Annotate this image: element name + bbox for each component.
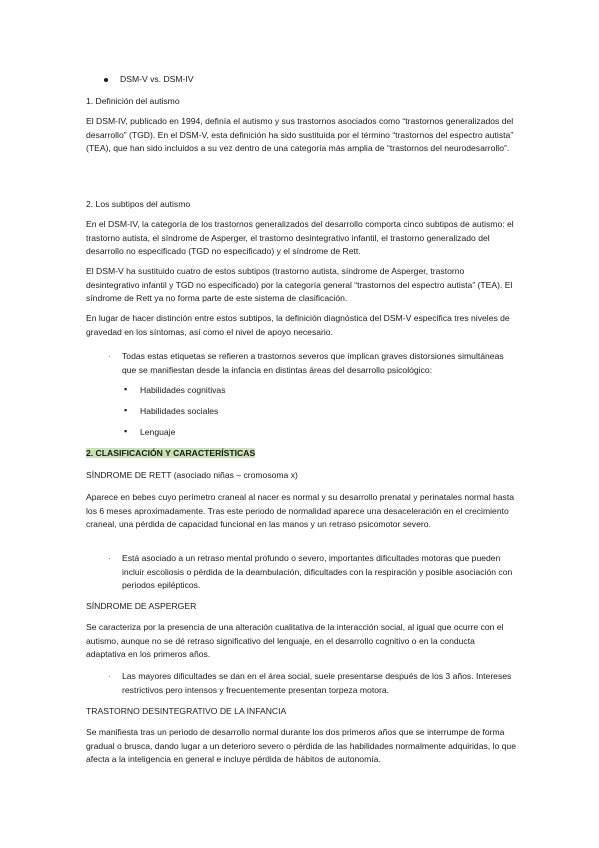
- subitem-cognitive: [124, 384, 226, 398]
- subbullet-mark-icon: ▪: [124, 405, 128, 415]
- rett-title: SÍNDROME DE RETT: [86, 470, 172, 480]
- bullet-mark-icon: ·: [108, 672, 111, 681]
- asperger-paragraph: Se caracteriza por la presencia de una alteración cualitativa de la interacción social, al igual que ocurre con el autismo, aunque no se dé retraso significativo del lenguaje, en el desarrollo cognitivo o en la conducta adaptativa en los primeros años.: [86, 622, 504, 659]
- top-bullet-item: [104, 73, 194, 87]
- top-bullet-text: DSM-V vs. DSM-IV: [120, 74, 194, 84]
- bullet-mark-icon: ·: [108, 352, 111, 361]
- subitem-language: [124, 426, 176, 440]
- rett-paragraph: Aparece en bebes cuyo perímetro craneal al nacer es normal y su desarrollo prenatal y perinatales normal hasta los 6 meses aproximadamente. Tras este periodo de normalidad aparece una desaceleración en el crecimiento craneal, una pérdida de capacidad funcional en las manos y un retraso psicomotor severo.: [86, 492, 515, 529]
- section-2-bullet: [108, 350, 516, 377]
- subitem-text: Habilidades cognitivas: [140, 385, 226, 395]
- section-3-heading-wrap: [86, 447, 255, 461]
- bullet-mark-icon: ·: [108, 554, 111, 563]
- tdi-title: TRASTORNO DESINTEGRATIVO DE LA INFANCIA: [86, 706, 287, 716]
- asperger-bullet: [108, 670, 516, 697]
- rett-note: (asociado niñas – cromosoma x): [171, 470, 298, 480]
- section-2-paragraph-1: En el DSM-IV, la categoría de los trastornos generalizados del desarrollo comporta cinco subtipos de autismo: el trastorno autista, el síndrome de Asperger, el trastorno desintegrativo infantil, el trastorno generalizado del desarrollo no especificado (TGD no especificado) y el síndrome de Rett.: [86, 219, 514, 256]
- subitem-text: Habilidades sociales: [140, 406, 219, 416]
- asperger-bullet-text: Las mayores dificultades se dan en el área social, suele presentarse después de los 3 años. Intereses restrictivos pero intensos y frecuentemente presentan torpeza motora.: [122, 671, 512, 695]
- rett-title-line: [86, 469, 516, 483]
- subitem-social: [124, 405, 219, 419]
- subbullet-mark-icon: ▪: [124, 426, 128, 436]
- subitem-text: Lenguaje: [140, 427, 176, 437]
- section-3-heading: 2. CLASIFICACIÓN Y CARACTERÍSTICAS: [86, 448, 256, 458]
- section-2-bullet-text: Todas estas etiquetas se refieren a trastornos severos que implican graves distorsiones simultáneas que se manifiestan desde la infancia en distintas áreas del desarrollo psicológico:: [122, 351, 504, 375]
- rett-bullet-text: Está asociado a un retraso mental profundo o severo, importantes dificultades motoras que pueden incluir escoliosis o pérdida de la deambulación, dificultades con la respiración y posible asociación con periodos epilépticos.: [122, 553, 513, 590]
- subbullet-mark-icon: ▪: [124, 384, 128, 394]
- tdi-paragraph: Se manifiesta tras un periodo de desarrollo normal durante los dos primeros años que se interrumpe de forma gradual o brusca, dando lugar a un deterioro severo o pérdida de las habilidades normalmente adquiridas, lo que afecta a la inteligencia en general e incluye pérdida de hábitos de autonomía.: [86, 727, 516, 764]
- section-1-paragraph: El DSM-IV, publicado en 1994, definía el autismo y sus trastornos asociados como “trastornos generalizados del desarrollo” (TGD). En el DSM-V, esta definición ha sido sustituida por el término “trastornos del espectro autista” (TEA), que han sido incluidos a su vez dentro de una categoría más amplia de “trastornos del neurodesarrollo”.: [86, 116, 514, 153]
- section-2-paragraph-2: El DSM-V ha sustituido cuatro de estos subtipos (trastorno autista, síndrome de Asperger, trastorno desintegrativo infantil y TGD no especificado) por la categoría general “trastornos del espectro autista” (TEA). El síndrome de Rett ya no forma parte de este sistema de clasificación.: [86, 266, 513, 303]
- rett-bullet: [108, 552, 516, 593]
- bullet-dot-icon: [104, 78, 108, 82]
- section-1-heading: 1. Definición del autismo: [86, 96, 180, 106]
- section-2-heading: 2. Los subtipos del autismo: [86, 199, 191, 209]
- section-2-paragraph-3: En lugar de hacer distinción entre estos subtipos, la definición diagnóstica del DSM-V especifica tres niveles de gravedad en los síntomas, así como el nivel de apoyo necesario.: [86, 313, 510, 337]
- asperger-title: SÍNDROME DE ASPERGER: [86, 601, 197, 611]
